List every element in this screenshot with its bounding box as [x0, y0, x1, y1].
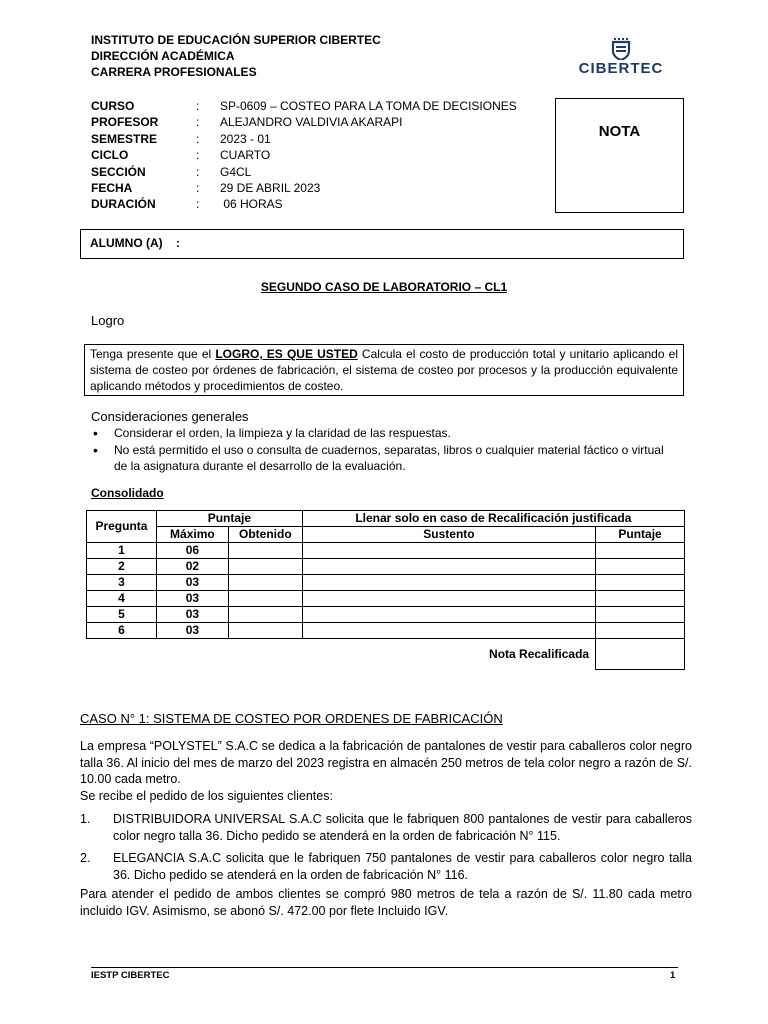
info-colon: :	[196, 197, 200, 212]
header-puntaje-recal: Puntaje	[596, 527, 685, 543]
info-key: CICLO	[91, 148, 129, 163]
cell-obtenido[interactable]	[228, 543, 302, 559]
institution-line: CARRERA PROFESIONALES	[91, 65, 257, 79]
institution-header	[91, 32, 381, 80]
cell-maximo: 02	[156, 559, 228, 575]
header-puntaje: Puntaje	[156, 511, 302, 527]
header-obtenido: Obtenido	[228, 527, 302, 543]
info-colon: :	[196, 180, 200, 195]
info-value: ALEJANDRO VALDIVIA AKARAPI	[220, 115, 403, 130]
cell-maximo: 03	[156, 591, 228, 607]
cell-sustento[interactable]	[302, 607, 595, 623]
cell-obtenido[interactable]	[228, 623, 302, 639]
cell-sustento[interactable]	[302, 543, 595, 559]
nota-recalificada-row	[87, 639, 685, 670]
header-sustento: Sustento	[302, 527, 595, 543]
logo-text: CIBERTEC	[578, 60, 664, 77]
info-key: CURSO	[91, 99, 135, 113]
nota-box[interactable]	[555, 98, 684, 213]
institution-line: DIRECCIÓN ACADÉMICA	[91, 49, 235, 63]
info-value: 2023 - 01	[220, 131, 271, 146]
order-text: ELEGANCIA S.A.C solicita que le fabriquen 750 pantalones de vestir para caballeros color negro talla 36. Dicho pedido se atenderá en la orden de fabricación N° 116.	[113, 851, 692, 882]
info-key: DURACIÓN	[91, 197, 156, 212]
caso-paragraph	[80, 738, 692, 804]
cell-maximo: 06	[156, 543, 228, 559]
table-row	[87, 543, 685, 559]
info-key: FECHA	[91, 180, 133, 195]
header-maximo: Máximo	[156, 527, 228, 543]
consolidado-heading: Consolidado	[91, 486, 164, 500]
info-value: 29 DE ABRIL 2023	[220, 180, 321, 195]
cell-maximo: 03	[156, 575, 228, 591]
list-item	[80, 850, 692, 883]
considerations-heading: Consideraciones generales	[91, 409, 249, 424]
list-item: • No está permitido el uso o consulta de cuadernos, separatas, libros o cualquier material fáctico o virtual de la asignatura durante el desarrollo de la evaluación.	[91, 442, 671, 474]
logro-box	[84, 344, 684, 396]
info-row-profesor	[91, 114, 517, 130]
cell-obtenido[interactable]	[228, 591, 302, 607]
orders-list	[80, 811, 692, 889]
info-row-semestre	[91, 131, 517, 147]
info-value: 06 HORAS	[220, 197, 283, 212]
logro-text: Calcula el costo de producción total y unitario aplicando el sistema de costeo por órdenes de fabricación, el sistema de costeo por procesos y la producción equivalente aplicando métodos y procedimientos de costeo.	[90, 347, 679, 393]
table-row	[87, 591, 685, 607]
info-key: SECCIÓN	[91, 164, 146, 179]
info-colon: :	[196, 99, 200, 113]
info-key: PROFESOR	[91, 115, 159, 130]
info-colon: :	[196, 131, 200, 146]
list-item	[80, 811, 692, 844]
nota-recalificada-label: Nota Recalificada	[489, 646, 590, 661]
info-key: SEMESTRE	[91, 131, 158, 146]
info-colon: :	[196, 164, 200, 179]
cell-sustento[interactable]	[302, 575, 595, 591]
header-pregunta: Pregunta	[87, 511, 157, 543]
info-row-fecha	[91, 180, 517, 196]
info-row-duracion	[91, 196, 517, 212]
cell-pregunta: 5	[87, 607, 157, 623]
info-value: CUARTO	[220, 148, 271, 163]
table-row	[87, 559, 685, 575]
list-item: • Considerar el orden, la limpieza y la claridad de las respuestas.	[91, 425, 671, 441]
considerations-list	[91, 425, 671, 475]
caso-paragraph-line: La empresa “POLYSTEL” S.A.C se dedica a la fabricación de pantalones de vestir para caballeros color negro talla 36. Al inicio del mes de marzo del 2023 registra en almacén 250 metros de tela color negro a razón de S/. 10.00 cada metro.	[80, 739, 692, 786]
footer-divider	[91, 967, 678, 968]
shield-icon	[610, 38, 632, 60]
table-row	[87, 623, 685, 639]
purchase-paragraph: Para atender el pedido de ambos clientes se compró 980 metros de tela a razón de S/. 11.80 cada metro incluido IGV. Asimismo, se abonó S/. 472.00 por flete Incluido IGV.	[80, 887, 692, 918]
order-number: 2.	[80, 851, 91, 865]
order-text: DISTRIBUIDORA UNIVERSAL S.A.C solicita que le fabriquen 800 pantalones de vestir para caballeros color negro talla 36. Dicho pedido se atenderá en la orden de fabricación N° 115.	[113, 812, 692, 843]
cell-sustento[interactable]	[302, 559, 595, 575]
cell-puntaje[interactable]	[596, 559, 685, 575]
alumno-field[interactable]	[80, 229, 684, 259]
page-title: SEGUNDO CASO DE LABORATORIO – CL1	[260, 280, 508, 294]
table-subheader-row	[87, 527, 685, 543]
cell-maximo: 03	[156, 607, 228, 623]
logro-heading: Logro	[91, 313, 125, 328]
info-row-seccion	[91, 164, 517, 180]
cell-pregunta: 6	[87, 623, 157, 639]
cell-obtenido[interactable]	[228, 607, 302, 623]
cell-puntaje[interactable]	[596, 591, 685, 607]
logro-prefix: Tenga presente que el	[90, 347, 216, 361]
cell-puntaje[interactable]	[596, 575, 685, 591]
info-colon: :	[196, 148, 200, 163]
info-colon: :	[196, 115, 200, 130]
info-value: SP-0609 – COSTEO PARA LA TOMA DE DECISIONES	[220, 99, 517, 113]
cell-puntaje[interactable]	[596, 543, 685, 559]
caso-heading: CASO N° 1: SISTEMA DE COSTEO POR ORDENES DE FABRICACIÓN	[80, 711, 503, 726]
cell-maximo: 03	[156, 623, 228, 639]
cell-obtenido[interactable]	[228, 559, 302, 575]
table-row	[87, 575, 685, 591]
cell-sustento[interactable]	[302, 591, 595, 607]
cell-puntaje[interactable]	[596, 623, 685, 639]
page-number: 1	[670, 970, 676, 981]
alumno-label: ALUMNO (A) :	[90, 236, 180, 250]
caso-paragraph-line: Se recibe el pedido de los siguientes clientes:	[80, 788, 333, 803]
institution-line: INSTITUTO DE EDUCACIÓN SUPERIOR CIBERTEC	[91, 33, 381, 47]
cell-puntaje[interactable]	[596, 607, 685, 623]
cell-pregunta: 1	[87, 543, 157, 559]
header-recalificacion: Llenar solo en caso de Recalificación justificada	[302, 511, 684, 527]
cell-pregunta: 4	[87, 591, 157, 607]
table-row	[87, 607, 685, 623]
info-row-curso	[91, 98, 517, 114]
cell-pregunta: 2	[87, 559, 157, 575]
cibertec-logo	[566, 38, 676, 82]
course-info	[91, 98, 517, 213]
logro-emphasis: LOGRO, ES QUE USTED	[215, 347, 358, 361]
info-value: G4CL	[220, 164, 252, 179]
cell-sustento[interactable]	[302, 623, 595, 639]
consolidado-table	[86, 510, 685, 670]
order-number: 1.	[80, 812, 91, 826]
cell-pregunta: 3	[87, 575, 157, 591]
nota-label: NOTA	[598, 123, 641, 140]
cell-obtenido[interactable]	[228, 575, 302, 591]
table-header-row	[87, 511, 685, 527]
info-row-ciclo	[91, 147, 517, 163]
nota-recalificada-value[interactable]	[596, 639, 685, 670]
footer-left: IESTP CIBERTEC	[91, 970, 170, 981]
